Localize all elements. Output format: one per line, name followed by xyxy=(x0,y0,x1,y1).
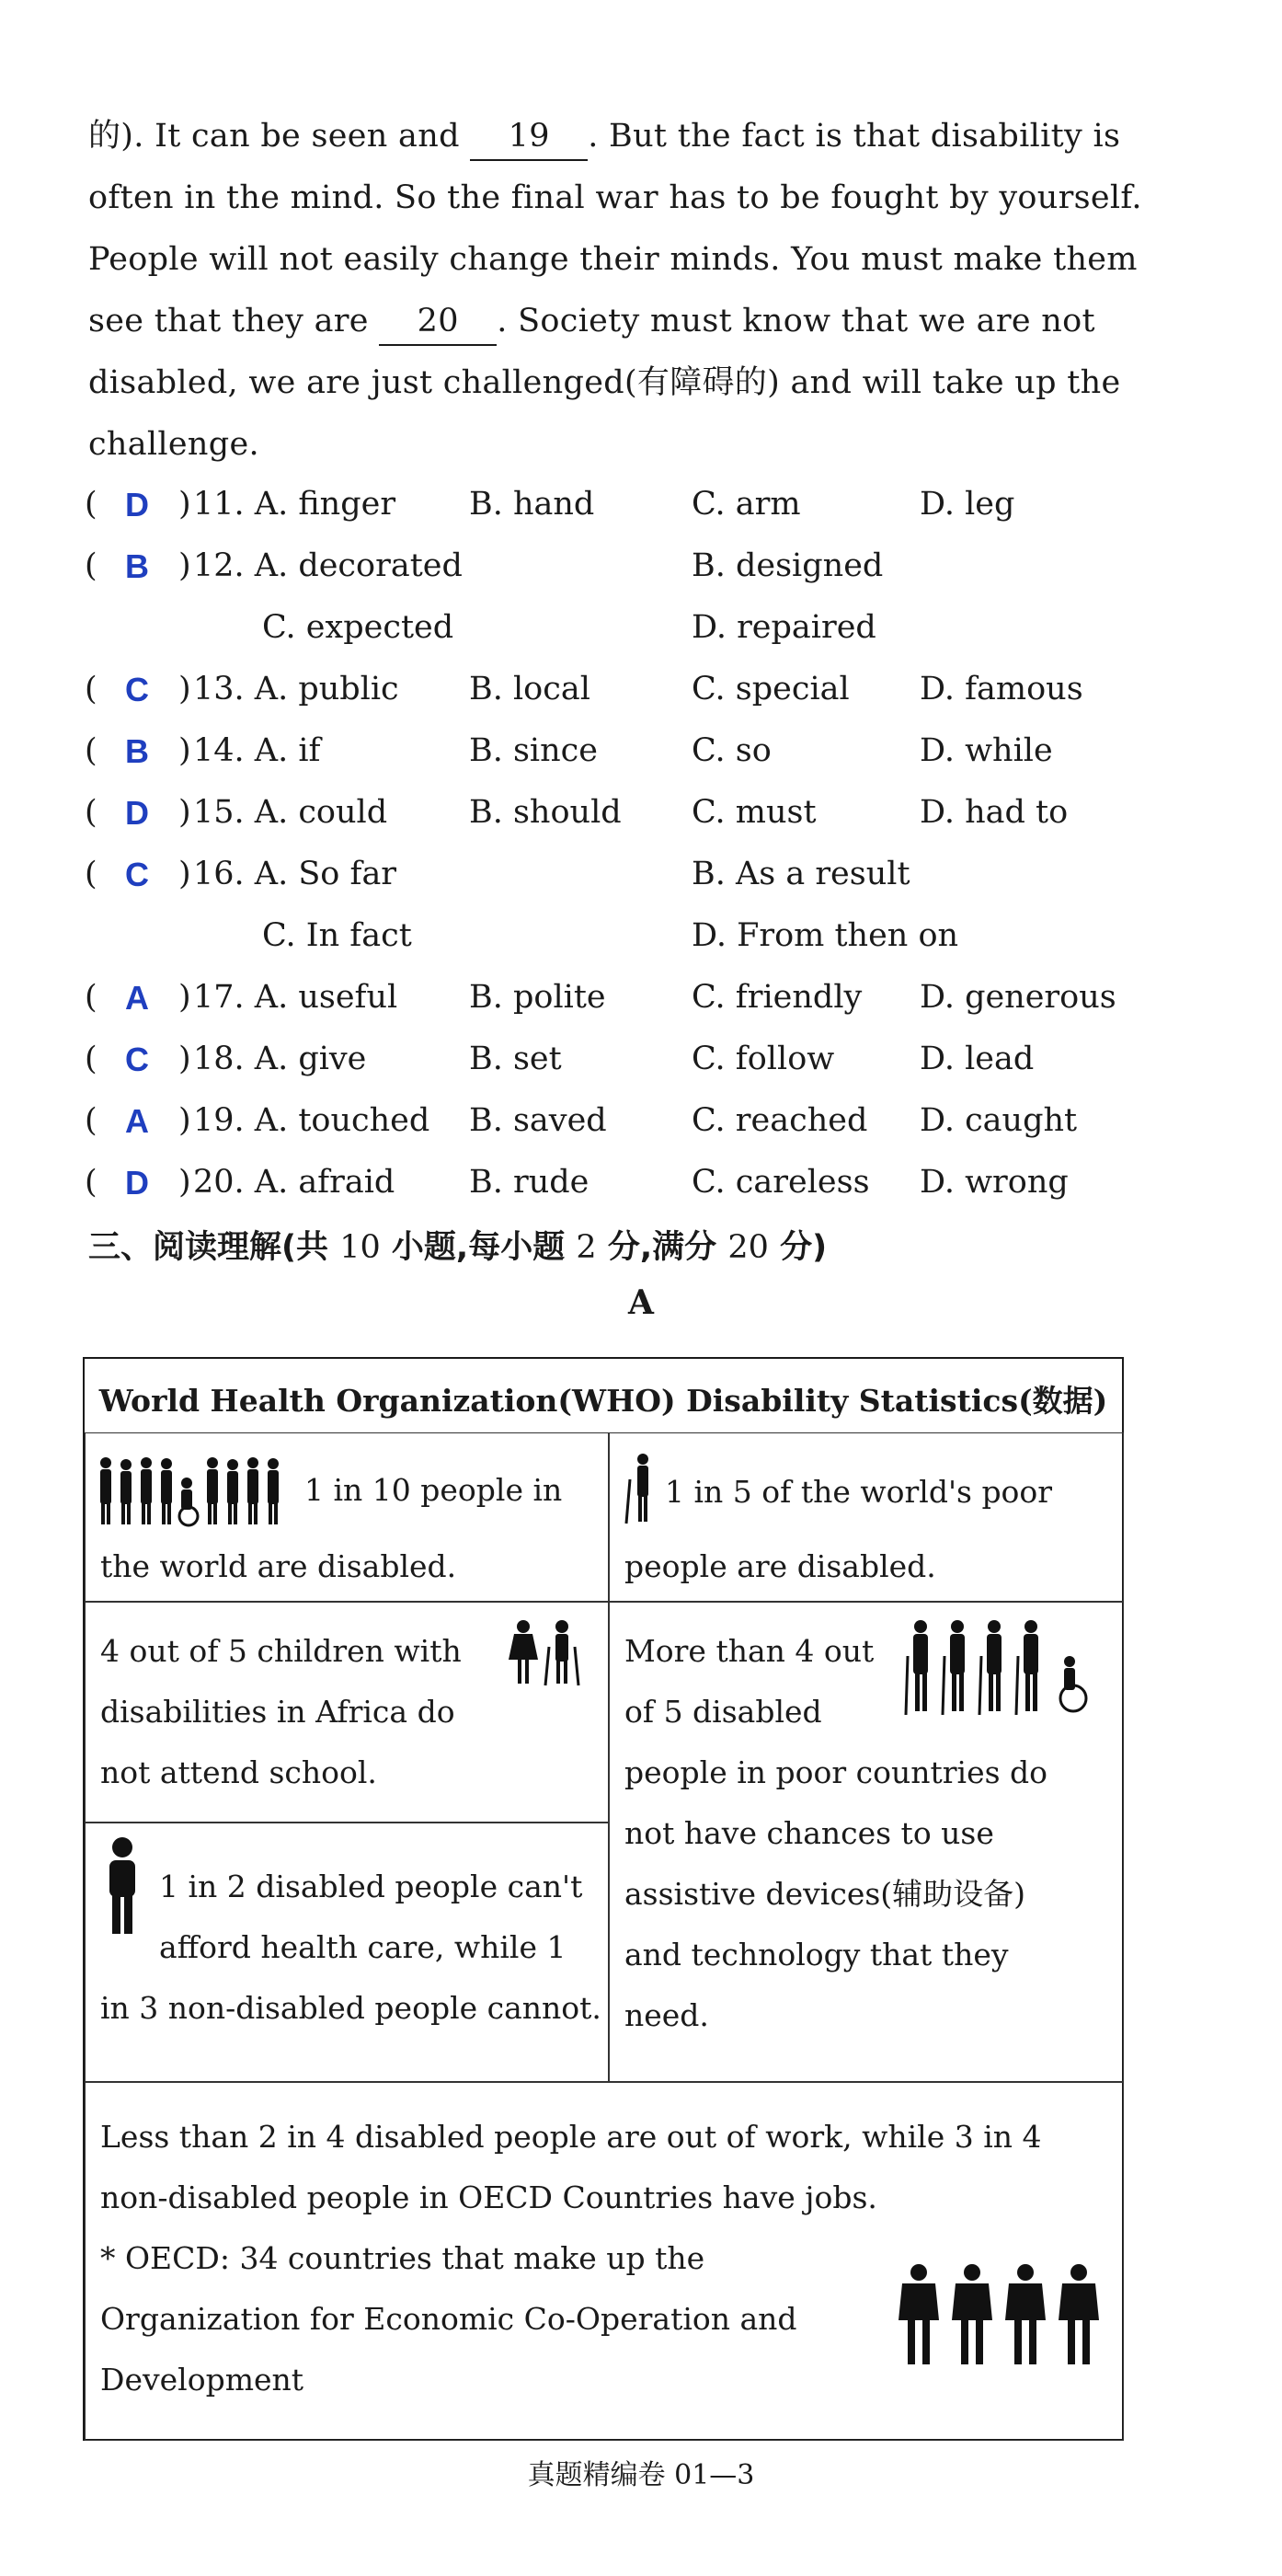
passage-line: see that they are 20 . Society must know that we are not xyxy=(88,291,1146,352)
stat-cell-5: 1 in 2 disabled people can't afford health care, while 1 in 3 non-disabled people cannot. xyxy=(85,1823,609,2082)
statistics-table xyxy=(83,1357,1124,2441)
passage-line: People will not easily change their minds. You must make them xyxy=(88,241,1138,278)
stat-cell-6: Less than 2 in 4 disabled people are out of work, while 3 in 4 non-disabled people in OECD Countries have jobs. * OECD: 34 countries that make up the Organization for Economic Co-Operation and Development xyxy=(85,2082,1124,2441)
question-20: ( D ) 20. A. afraid B. rude C. careless D. wrong xyxy=(85,1152,1216,1213)
question-11: ( D ) 11. A. finger B. hand C. arm D. leg xyxy=(85,474,1216,535)
group-disabled-icon xyxy=(904,1619,1097,1720)
answer-11: D xyxy=(125,486,149,523)
page-footer: 真题精编卷 01—3 xyxy=(527,2459,755,2491)
person-icon xyxy=(98,1836,146,1938)
question-15: ( D ) 15. A. could B. should C. must D. had to xyxy=(85,782,1216,844)
question-12: ( B ) 12. A. decorated B. designed xyxy=(85,535,1216,597)
stat-cell-2: 1 in 5 of the world's poor people are disabled. xyxy=(609,1432,1124,1602)
table-title: World Health Organization(WHO) Disability Statistics(数据) xyxy=(98,1383,1108,1419)
passage-line: often in the mind. So the final war has to be fought by yourself. xyxy=(88,179,1142,216)
children-icon xyxy=(507,1619,589,1688)
question-16: ( C ) 16. A. So far B. As a result xyxy=(85,844,1216,905)
stat-cell-3: 4 out of 5 children with disabilities in Africa do not attend school. xyxy=(85,1602,609,1823)
answer-17: A xyxy=(125,979,149,1017)
blank-19: 19 xyxy=(470,113,588,161)
blank-20: 20 xyxy=(379,298,497,346)
answer-20: D xyxy=(125,1164,149,1202)
question-12-cont: C. expected D. repaired xyxy=(262,609,876,646)
passage-line: challenge. xyxy=(88,426,259,463)
question-14: ( B ) 14. A. if B. since C. so D. while xyxy=(85,720,1216,782)
passage xyxy=(88,106,1146,476)
answer-12: B xyxy=(125,547,149,585)
workers-icon xyxy=(893,2263,1105,2370)
answer-13: C xyxy=(125,671,149,708)
question-17: ( A ) 17. A. useful B. polite C. friendly D. generous xyxy=(85,967,1216,1029)
crowd-icon xyxy=(97,1455,290,1529)
part-label: A xyxy=(628,1283,654,1322)
question-16-cont: C. In fact D. From then on xyxy=(262,917,959,954)
passage-line: 的). It can be seen and 19 . But the fact is that disability is xyxy=(88,106,1146,167)
question-13: ( C ) 13. A. public B. local C. special D. famous xyxy=(85,659,1216,720)
question-19: ( A ) 19. A. touched B. saved C. reached D. caught xyxy=(85,1090,1216,1152)
answer-16: C xyxy=(125,856,149,893)
answer-19: A xyxy=(125,1102,149,1140)
question-18: ( C ) 18. A. give B. set C. follow D. lead xyxy=(85,1029,1216,1090)
answer-14: B xyxy=(125,732,149,770)
answer-18: C xyxy=(125,1041,149,1078)
section-heading: 三、阅读理解(共 10 小题,每小题 2 分,满分 20 分) xyxy=(88,1229,828,1266)
stat-cell-4: More than 4 out of 5 disabled people in poor countries do not have chances to use assistive devices(辅助设备) and technology that they need. xyxy=(609,1602,1124,2082)
passage-line: disabled, we are just challenged(有障碍的) and will take up the xyxy=(88,364,1121,401)
stat-cell-1: 1 in 10 people in the world are disabled. xyxy=(85,1432,609,1602)
answer-15: D xyxy=(125,794,149,832)
crutch-person-icon xyxy=(623,1452,659,1525)
